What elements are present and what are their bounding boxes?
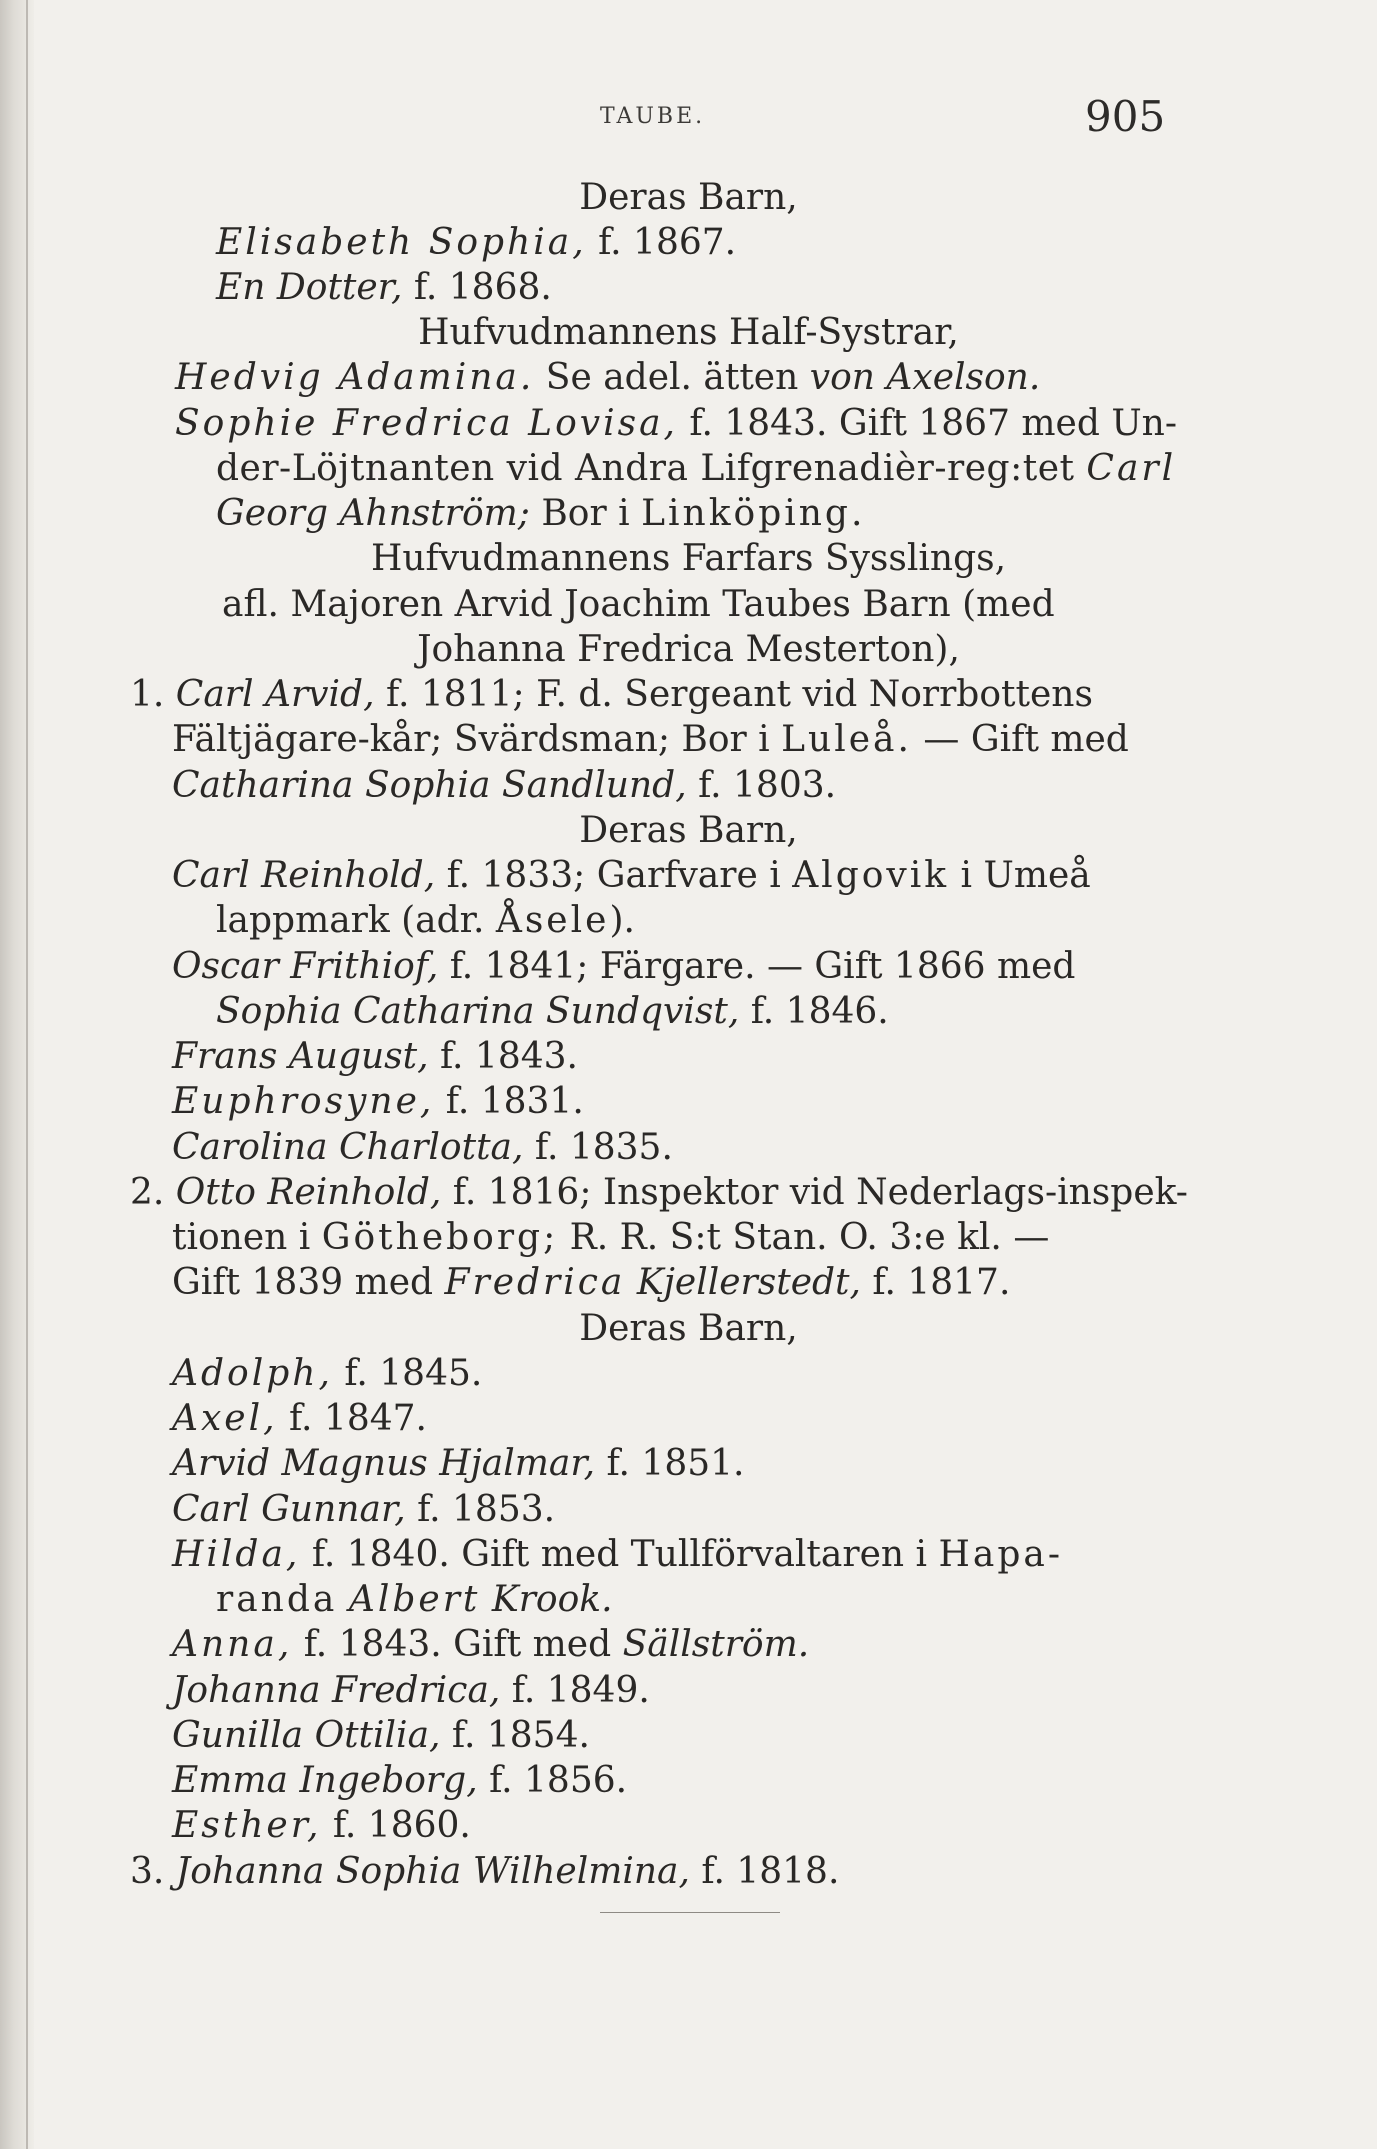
entry-line: Oscar Frithiof, f. 1841; Färgare. — Gift 1866 med	[172, 946, 1076, 987]
entry-line: Fältjägare-kår; Svärdsman; Bor i Luleå. — Gift med	[172, 719, 1129, 760]
section-heading: Deras Barn,	[579, 810, 798, 851]
entry-line: 3. Johanna Sophia Wilhelmina, f. 1818.	[130, 1851, 840, 1892]
entry-line: Sophia Catharina Sundqvist, f. 1846.	[216, 991, 889, 1032]
entry-line: 2. Otto Reinhold, f. 1816; Inspektor vid Nederlags-inspek-	[130, 1172, 1188, 1213]
entry-line: En Dotter, f. 1868.	[216, 267, 552, 308]
entry-line: afl. Majoren Arvid Joachim Taubes Barn (med	[222, 584, 1055, 625]
entry-line: Esther, f. 1860.	[172, 1805, 471, 1846]
page-number: 905	[1085, 92, 1166, 141]
section-heading: Deras Barn,	[579, 177, 798, 218]
section-heading: Hufvudmannens Farfars Sysslings,	[370, 538, 1007, 579]
section-heading: Hufvudmannens Half-Systrar,	[418, 312, 959, 353]
entry-line: Gunilla Ottilia, f. 1854.	[172, 1715, 590, 1756]
entry-line: Hedvig Adamina. Se adel. ätten von Axelson.	[175, 357, 1041, 398]
entry-line: Carolina Charlotta, f. 1835.	[172, 1127, 673, 1168]
entry-line: Catharina Sophia Sandlund, f. 1803.	[172, 765, 837, 806]
entry-line: Anna, f. 1843. Gift med Sällström.	[172, 1624, 810, 1665]
entry-line: lappmark (adr. Åsele).	[216, 900, 635, 941]
entry-line: tionen i Götheborg; R. R. S:t Stan. O. 3:e kl. —	[172, 1217, 1050, 1258]
entry-line: Emma Ingeborg, f. 1856.	[172, 1760, 628, 1801]
entry-line: Sophie Fredrica Lovisa, f. 1843. Gift 1867 med Un-	[175, 403, 1178, 444]
section-heading: Deras Barn,	[579, 1308, 798, 1349]
entry-line: Elisabeth Sophia, f. 1867.	[216, 222, 737, 263]
entry-line: Johanna Fredrica, f. 1849.	[172, 1670, 650, 1711]
entry-line: randa Albert Krook.	[216, 1579, 613, 1620]
entry-line: Gift 1839 med Fredrica Kjellerstedt, f. 1817.	[172, 1262, 1011, 1303]
entry-line: Arvid Magnus Hjalmar, f. 1851.	[172, 1443, 745, 1484]
entry-line: Hilda, f. 1840. Gift med Tullförvaltaren i Hapa-	[172, 1534, 1063, 1575]
entry-line: Carl Reinhold, f. 1833; Garfvare i Algovik i Umeå	[172, 855, 1091, 896]
page-header	[0, 92, 1377, 141]
closing-rule	[600, 1912, 780, 1913]
entry-line: 1. Carl Arvid, f. 1811; F. d. Sergeant vid Norrbottens	[130, 674, 1093, 715]
entry-line: Frans August, f. 1843.	[172, 1036, 578, 1077]
section-heading: Johanna Fredrica Mesterton),	[417, 629, 960, 670]
entry-line: der-Löjtnanten vid Andra Lifgrenadièr-reg:tet Carl	[216, 448, 1177, 489]
entry-line: Carl Gunnar, f. 1853.	[172, 1489, 556, 1530]
entry-line: Axel, f. 1847.	[172, 1398, 427, 1439]
running-head: TAUBE.	[600, 104, 706, 129]
entry-line: Adolph, f. 1845.	[172, 1353, 483, 1394]
entry-line: Georg Ahnström; Bor i Linköping.	[216, 493, 866, 534]
entry-line: Euphrosyne, f. 1831.	[172, 1081, 584, 1122]
